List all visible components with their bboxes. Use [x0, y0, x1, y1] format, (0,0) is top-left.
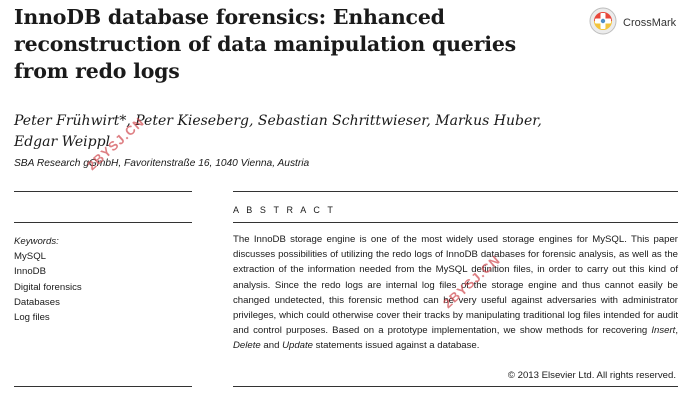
abstract-text-part: , — [675, 325, 678, 337]
watermark-stamp: 2BYSJ.CN — [84, 114, 148, 174]
keywords-heading: Keywords: — [14, 236, 59, 247]
keyword-item: InnoDB — [14, 266, 46, 278]
divider-right-bottom — [233, 386, 678, 387]
watermark-stamp: 2BYSJ.CN — [440, 252, 504, 312]
divider-right-mid — [233, 222, 678, 223]
abstract-heading: A B S T R A C T — [233, 205, 336, 215]
abstract-text-part: The InnoDB storage engine is one of the most widely used storage engines for MySQL. This paper discusses possibilities of utilizing the redo logs of InnoDB databases for forensic analysis, as well as the extraction of the information needed from the MySQL definition files, in order to carry out this kind of analysis. Since the redo logs are internal log files of the storage engine and thus cannot easily be changed undetected, this forensic method can be very useful against adversaries with administrator privileges, which could otherwise cover their tracks by manipulating traditional log files intended for audit and control purposes. Based on a prototype implementation, we show methods for recovering — [233, 234, 678, 337]
copyright-notice: © 2013 Elsevier Ltd. All rights reserved. — [507, 370, 676, 381]
keyword-delete: Delete — [233, 340, 261, 352]
keyword-item: MySQL — [14, 251, 46, 263]
keywords-block — [14, 234, 194, 325]
keyword-item: Digital forensics — [14, 281, 82, 293]
crossmark-badge[interactable] — [588, 8, 688, 38]
abstract-text-part: statements issued against a database. — [313, 340, 480, 352]
divider-right-top — [233, 191, 678, 192]
crossmark-icon — [588, 6, 618, 41]
divider-left-mid — [14, 222, 192, 223]
keyword-update: Update — [282, 340, 314, 352]
article-title: InnoDB database forensics: Enhanced reconstruction of data manipulation queries from redo logs — [14, 5, 517, 83]
crossmark-label: CrossMark — [623, 17, 677, 29]
author-list: Peter Frühwirt*, Peter Kieseberg, Sebastian Schrittwieser, Markus Huber, Edgar Weippl — [14, 113, 542, 150]
keyword-item: Log files — [14, 312, 50, 324]
affiliation: SBA Research gGmbH, Favoritenstraße 16, 1040 Vienna, Austria — [14, 158, 310, 169]
divider-left-bottom — [14, 386, 192, 387]
abstract-text-part: and — [260, 340, 283, 352]
divider-left-top — [14, 191, 192, 192]
keyword-item: Databases — [14, 296, 60, 308]
keyword-insert: Insert — [651, 325, 676, 337]
